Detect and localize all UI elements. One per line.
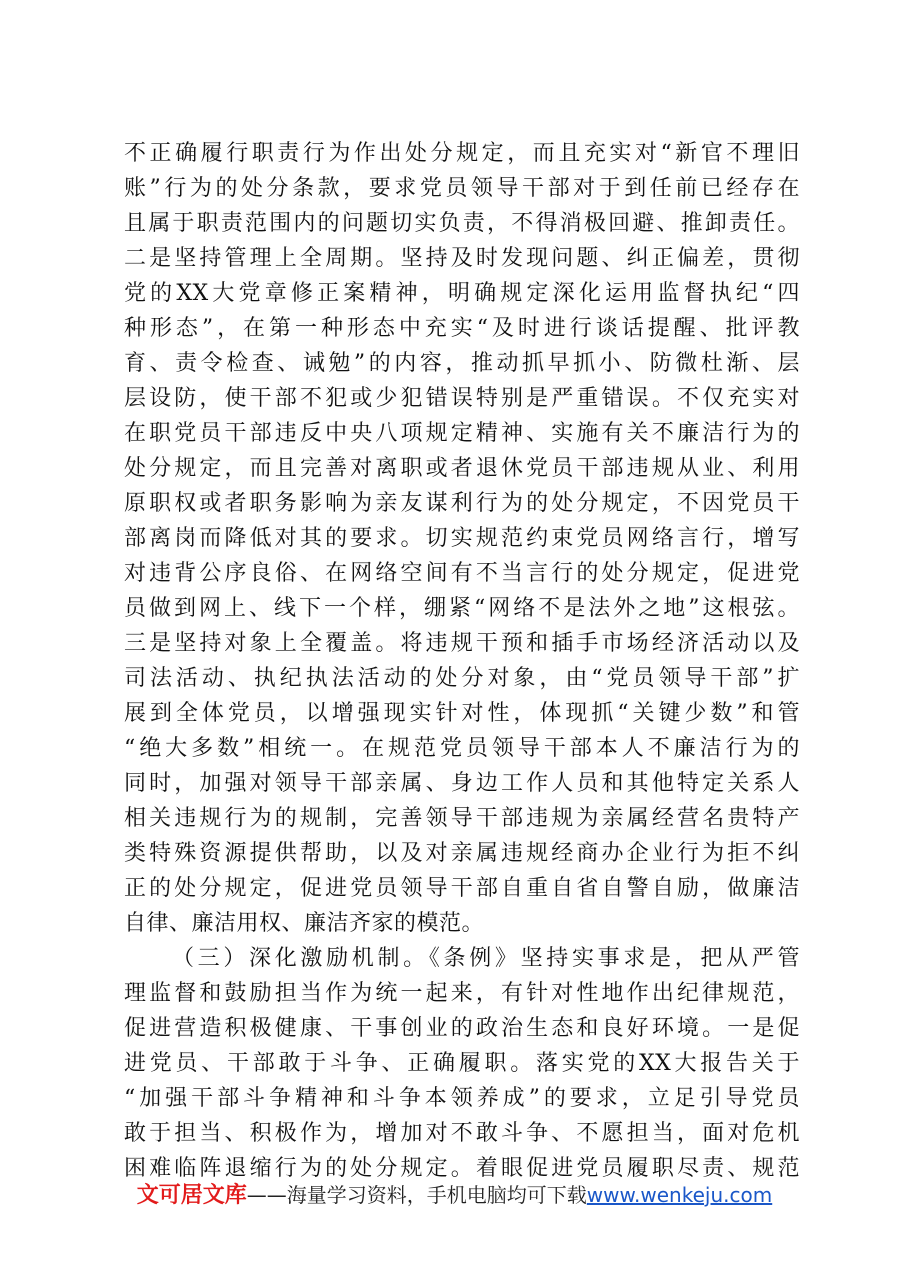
text-line: 不正确履行职责行为作出处分规定，而且充实对“新官不理旧 bbox=[124, 141, 800, 166]
text-line: 进党员、干部敢于斗争、正确履职。落实党的XX大报告关于 bbox=[124, 1051, 800, 1076]
footer-brand: 文可居文库 bbox=[136, 1183, 247, 1208]
text-line: 原职权或者职务影响为亲友谋利行为的处分规定，不因党员干 bbox=[124, 491, 800, 516]
text-line: 员做到网上、线下一个样，绷紧“网络不是法外之地”这根弦。 bbox=[124, 596, 800, 621]
text-line: 同时，加强对领导干部亲属、身边工作人员和其他特定关系人 bbox=[124, 771, 800, 796]
text-line: 理监督和鼓励担当作为统一起来，有针对性地作出纪律规范， bbox=[124, 981, 800, 1006]
text-line: 司法活动、执纪执法活动的处分对象，由“党员领导干部”扩 bbox=[124, 666, 800, 691]
text-line: 种形态”，在第一种形态中充实“及时进行谈话提醒、批评教 bbox=[124, 316, 800, 341]
text-line: 相关违规行为的规制，完善领导干部违规为亲属经营名贵特产 bbox=[124, 806, 800, 831]
footer-url-link[interactable]: www.wenkeju.com bbox=[586, 1183, 773, 1207]
text-line: 部离岗而降低对其的要求。切实规范约束党员网络言行，增写 bbox=[124, 526, 800, 551]
text-line: 处分规定，而且完善对离职或者退休党员干部违规从业、利用 bbox=[124, 456, 800, 481]
text-line: 党的XX大党章修正案精神，明确规定深化运用监督执纪“四 bbox=[124, 281, 800, 306]
text-line: 在职党员干部违反中央八项规定精神、实施有关不廉洁行为的 bbox=[124, 421, 800, 446]
text-line: 正的处分规定，促进党员领导干部自重自省自警自励，做廉洁 bbox=[124, 876, 800, 901]
section-heading-line: （三）深化激励机制。《条例》坚持实事求是，把从严管 bbox=[172, 946, 800, 971]
footer-slogan: ——海量学习资料，手机电脑均可下载 bbox=[246, 1183, 587, 1207]
footer-banner bbox=[0, 1180, 909, 1211]
text-line: 敢于担当、积极作为，增加对不敢斗争、不愿担当，面对危机 bbox=[124, 1121, 800, 1146]
text-line: “加强干部斗争精神和斗争本领养成”的要求，立足引导党员 bbox=[124, 1086, 800, 1111]
text-line: 类特殊资源提供帮助，以及对亲属违规经商办企业行为拒不纠 bbox=[124, 841, 800, 866]
text-line: “绝大多数”相统一。在规范党员领导干部本人不廉洁行为的 bbox=[124, 736, 800, 761]
text-line: 促进营造积极健康、干事创业的政治生态和良好环境。一是促 bbox=[124, 1016, 800, 1041]
text-line: 对违背公序良俗、在网络空间有不当言行的处分规定，促进党 bbox=[124, 561, 800, 586]
paragraph-end-line: 自律、廉洁用权、廉洁齐家的模范。 bbox=[124, 911, 485, 936]
text-line: 困难临阵退缩行为的处分规定。着眼促进党员履职尽责、规范 bbox=[124, 1156, 800, 1181]
text-line: 账”行为的处分条款，要求党员领导干部对于到任前已经存在 bbox=[124, 176, 800, 201]
document-body bbox=[124, 136, 800, 1186]
text-line: 展到全体党员，以增强现实针对性，体现抓“关键少数”和管 bbox=[124, 701, 800, 726]
text-line: 三是坚持对象上全覆盖。将违规干预和插手市场经济活动以及 bbox=[124, 631, 800, 656]
text-line: 育、责令检查、诫勉”的内容，推动抓早抓小、防微杜渐、层 bbox=[124, 351, 800, 376]
text-line: 二是坚持管理上全周期。坚持及时发现问题、纠正偏差，贯彻 bbox=[124, 246, 800, 271]
text-line: 且属于职责范围内的问题切实负责，不得消极回避、推卸责任。 bbox=[124, 211, 800, 236]
text-line: 层设防，使干部不犯或少犯错误特别是严重错误。不仅充实对 bbox=[124, 386, 800, 411]
